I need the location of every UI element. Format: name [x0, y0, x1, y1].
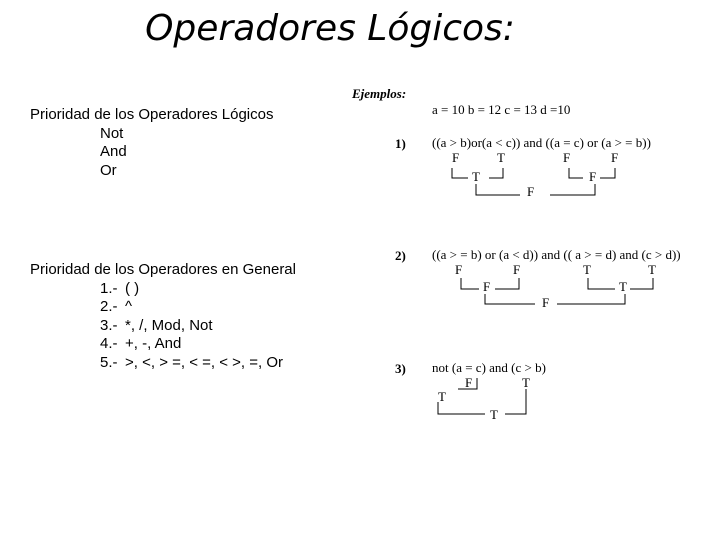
rule-number: 4.-	[100, 335, 118, 352]
eval-result: F	[483, 279, 491, 294]
rule-number: 5.-	[100, 353, 118, 371]
rule-number: 1.-	[100, 279, 118, 297]
examples-image	[345, 80, 705, 450]
general-priority-heading: Prioridad de los Operadores en General	[30, 261, 296, 278]
example-number: 1)	[395, 136, 406, 151]
example-expression: ((a > = b) or (a < d)) and (( a > = d) and (c > d))	[432, 247, 681, 262]
example-expression: not (a = c) and (c > b)	[432, 360, 546, 375]
examples-label: Ejemplos:	[352, 86, 407, 101]
eval-result: T	[438, 389, 446, 404]
logical-operator-item: And	[100, 143, 127, 160]
eval-result: F	[589, 169, 597, 184]
eval-result: F	[611, 150, 619, 165]
rule-text: >, <, > =, < =, < >, =, Or	[125, 353, 284, 371]
example-number: 3)	[395, 361, 406, 376]
eval-result: F	[563, 150, 571, 165]
logical-priority-section	[30, 106, 273, 180]
rule-number: 2.-	[100, 298, 118, 315]
eval-result: T	[619, 279, 627, 294]
priority-rule	[30, 280, 296, 299]
rule-text: ( )	[125, 279, 140, 297]
eval-result: T	[522, 375, 530, 390]
eval-result: T	[472, 169, 480, 184]
page-title: Operadores Lógicos:	[145, 8, 515, 49]
eval-result: T	[648, 262, 656, 277]
logical-operator-item: Or	[100, 161, 117, 179]
eval-result: F	[513, 262, 521, 277]
eval-result: F	[542, 295, 550, 310]
eval-result: F	[527, 184, 535, 199]
eval-result: T	[583, 262, 591, 277]
priority-rule	[30, 335, 296, 354]
logical-priority-heading: Prioridad de los Operadores Lógicos	[30, 106, 274, 123]
eval-result: T	[497, 150, 505, 165]
example-number: 2)	[395, 248, 406, 263]
eval-result: F	[465, 375, 473, 390]
rule-text: ^	[125, 298, 133, 315]
rule-text: +, -, And	[125, 335, 182, 352]
priority-rule	[30, 354, 296, 373]
rule-number: 3.-	[100, 316, 118, 334]
priority-rule	[30, 317, 296, 336]
general-priority-section	[30, 261, 296, 372]
priority-rule	[30, 298, 296, 317]
given-values: a = 10 b = 12 c = 13 d =10	[432, 102, 571, 117]
eval-result: F	[455, 262, 463, 277]
eval-result: F	[452, 150, 460, 165]
logical-operator-item: Not	[100, 124, 124, 142]
example-expression: ((a > b)or(a < c)) and ((a = c) or (a > = b))	[432, 135, 651, 150]
eval-result: T	[490, 407, 498, 422]
rule-text: *, /, Mod, Not	[125, 316, 213, 334]
